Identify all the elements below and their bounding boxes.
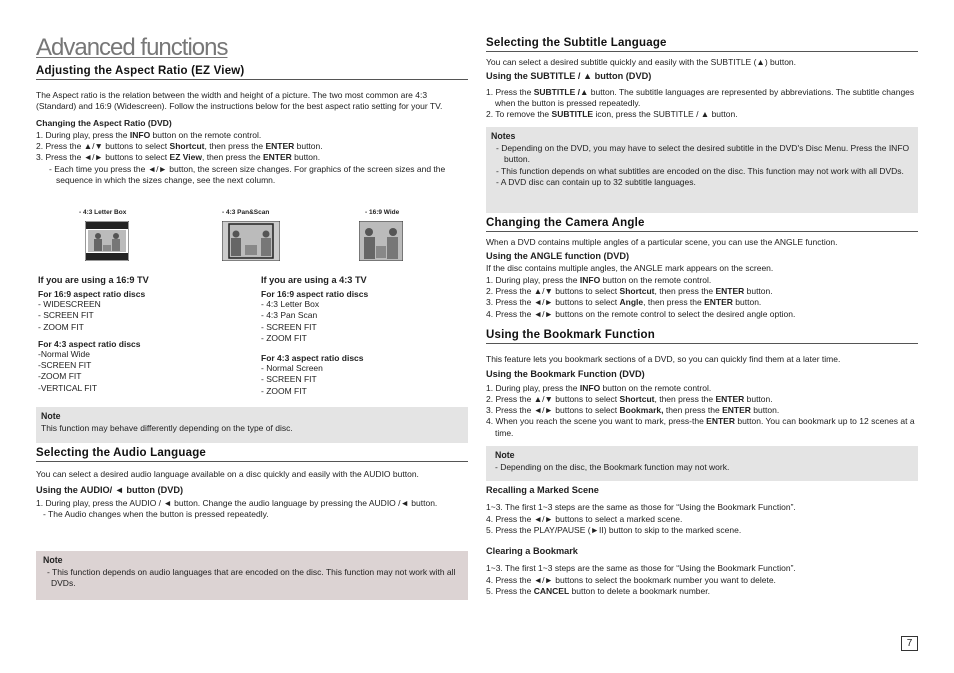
bookmark-note (486, 446, 918, 481)
bookmark-section (486, 329, 918, 439)
subtitle-intro: You can select a desired subtitle quickly and easily with the SUBTITLE (▲) button. (486, 57, 797, 67)
aspect-step-3: 3. Press the ◄/► buttons to select EZ View, then press the ENTER button. (36, 152, 321, 163)
angle-steps (486, 275, 918, 320)
bookmark-note-title: Note (495, 450, 515, 460)
subtitle-steps (486, 87, 918, 121)
tv-169-g1-title: For 16:9 aspect ratio discs (38, 289, 146, 299)
tv-43-g2-item: - ZOOM FIT (261, 385, 307, 396)
aspect-note-text: This function may behave differently depending on the type of disc. (41, 423, 293, 433)
angle-desc: If the disc contains multiple angles, the ANGLE mark appears on the screen. (486, 262, 774, 273)
clear-step-4: 4. Press the ◄/► buttons to select the bookmark number you want to delete. (486, 574, 776, 585)
page-number: 7 (901, 636, 918, 651)
tv-169-g1-item: - SCREEN FIT (38, 310, 94, 321)
clear-subheading: Clearing a Bookmark (486, 546, 578, 556)
tv-43-g2-item: - SCREEN FIT (261, 374, 317, 385)
tv-43-heading: If you are using a 4:3 TV (261, 275, 367, 285)
tv-169-heading: If you are using a 16:9 TV (38, 275, 149, 285)
audio-note-title: Note (43, 555, 63, 565)
audio-steps (36, 498, 468, 509)
angle-section (486, 217, 918, 320)
bookmark-heading: Using the Bookmark Function (486, 329, 918, 344)
bookmark-note-text: - Depending on the disc, the Bookmark function may not work. (495, 462, 730, 472)
angle-step-3: 3. Press the ◄/► buttons to select Angle, then press the ENTER button. (486, 297, 762, 308)
angle-step-2: 2. Press the ▲/▼ buttons to select Shortcut, then press the ENTER button. (486, 286, 773, 297)
tv-43-g1-title: For 16:9 aspect ratio discs (261, 289, 369, 299)
bookmark-step-3: 3. Press the ◄/► buttons to select Bookmark, then press the ENTER button. (486, 405, 780, 416)
audio-heading: Selecting the Audio Language (36, 447, 468, 462)
subtitle-notes-title: Notes (491, 131, 516, 141)
tv-169-g2-title: For 4:3 aspect ratio discs (38, 338, 141, 349)
subtitle-heading: Selecting the Subtitle Language (486, 37, 918, 52)
tv-169-g2-item: -VERTICAL FIT (38, 382, 98, 393)
letterbox-illustration (85, 221, 129, 261)
aspect-step-2: 2. Press the ▲/▼ buttons to select Shortcut, then press the ENTER button. (36, 141, 323, 152)
tv-169-group (38, 275, 248, 394)
aspect-heading: Adjusting the Aspect Ratio (EZ View) (36, 65, 468, 80)
img-label-panscan: - 4:3 Pan&Scan (222, 209, 270, 216)
subtitle-note-item: - This function depends on what subtitles are encoded on the disc. This function may not work with all DVDs. (496, 165, 904, 176)
aspect-bullet: - Each time you press the ◄/► button, the screen size changes. For graphics of the screen sizes and the sequence in which the sizes change, see the next column. (49, 163, 446, 186)
tv-169-g1-item: - WIDESCREEN (38, 299, 101, 309)
aspect-note-title: Note (41, 411, 61, 421)
img-label-wide: - 16:9 Wide (365, 209, 400, 216)
tv-169-g1-item: - ZOOM FIT (38, 321, 84, 332)
recall-section (486, 485, 918, 536)
subtitle-step-1: 1. Press the SUBTITLE /▲ button. The subtitle languages are represented by abbreviations. The subtitle changes when the button is pressed repeatedly. (486, 86, 915, 108)
angle-subheading: Using the ANGLE function (DVD) (486, 251, 630, 262)
aspect-intro: The Aspect ratio is the relation between the width and height of a picture. The two most common are 4:3 (Standard) and 16:9 (Widescreen). Follow the instructions below for the best aspect ratio setting for your TV. (36, 90, 443, 112)
angle-step-4: 4. Press the ◄/► buttons on the remote control to select the desired angle option. (486, 308, 796, 319)
bookmark-step-2: 2. Press the ▲/▼ buttons to select Shortcut, then press the ENTER button. (486, 393, 773, 404)
bookmark-steps (486, 383, 918, 439)
tv-169-g2-item: -Normal Wide (38, 348, 90, 359)
audio-intro: You can select a desired audio language available on a disc quickly and easily with the AUDIO button. (36, 469, 419, 479)
recall-subheading: Recalling a Marked Scene (486, 485, 599, 495)
audio-note-text: - This function depends on audio languages that are encoded on the disc. This function may not work with all DVDs. (47, 567, 456, 589)
clear-section (486, 546, 918, 597)
aspect-steps (36, 130, 468, 164)
panscan-illustration (222, 221, 280, 261)
bookmark-subheading: Using the Bookmark Function (DVD) (486, 369, 645, 380)
audio-step-1: 1. During play, press the AUDIO / ◄ button. Change the audio language by pressing the AUDIO /◄ button. (36, 497, 438, 508)
recall-step-5: 5. Press the PLAY/PAUSE (►II) button to skip to the marked scene. (486, 524, 742, 535)
angle-heading: Changing the Camera Angle (486, 217, 918, 232)
wide-illustration (359, 221, 403, 261)
tv-43-g2-title: For 4:3 aspect ratio discs (261, 353, 364, 364)
clear-step-1-3: 1~3. The first 1~3 steps are the same as those for “Using the Bookmark Function”. (486, 563, 796, 574)
subtitle-section (486, 37, 918, 120)
tv-169-g2-item: -ZOOM FIT (38, 371, 82, 382)
tv-169-g2-item: -SCREEN FIT (38, 360, 92, 371)
bookmark-intro: This feature lets you bookmark sections of a DVD, so you can quickly find them at a later time. (486, 354, 841, 364)
audio-section (36, 447, 468, 520)
tv-43-g1-item: - 4:3 Pan Scan (261, 310, 318, 321)
tv-43-g1-item: - 4:3 Letter Box (261, 299, 320, 309)
recall-step-1-3: 1~3. The first 1~3 steps are the same as those for “Using the Bookmark Function”. (486, 502, 796, 513)
audio-bullet: - The Audio changes when the button is pressed repeatedly. (43, 508, 269, 519)
aspect-note (36, 407, 468, 443)
tv-43-g1-item: - ZOOM FIT (261, 332, 307, 343)
audio-subheading: Using the AUDIO/ ◄ button (DVD) (36, 485, 184, 496)
img-label-letterbox: - 4:3 Letter Box (79, 209, 127, 216)
tv-43-group (261, 275, 471, 397)
aspect-subheading: Changing the Aspect Ratio (DVD) (36, 117, 172, 128)
bookmark-step-1: 1. During play, press the INFO button on the remote control. (486, 382, 712, 393)
subtitle-note-item: - A DVD disc can contain up to 32 subtitle languages. (496, 176, 696, 187)
tv-43-g2-item: - Normal Screen (261, 363, 323, 374)
subtitle-subheading: Using the SUBTITLE / ▲ button (DVD) (486, 71, 652, 82)
bookmark-step-4: 4. When you reach the scene you want to mark, press-the ENTER button. You can bookmark up to 12 scenes at a time. (486, 416, 915, 438)
aspect-step-1: 1. During play, press the INFO button on the remote control. (36, 129, 262, 140)
tv-43-g1-item: - SCREEN FIT (261, 321, 317, 332)
page-title: Advanced functions (36, 34, 228, 61)
subtitle-note-item: - Depending on the DVD, you may have to select the desired subtitle in the DVD's Disc Menu. Press the INFO button. (496, 143, 910, 165)
subtitle-notes (486, 127, 918, 213)
clear-step-5: 5. Press the CANCEL button to delete a bookmark number. (486, 585, 710, 596)
angle-step-1: 1. During play, press the INFO button on the remote control. (486, 274, 712, 285)
audio-note (36, 551, 468, 600)
angle-intro: When a DVD contains multiple angles of a particular scene, you can use the ANGLE function. (486, 237, 838, 247)
aspect-illustrations (36, 209, 468, 265)
subtitle-step-2: 2. To remove the SUBTITLE icon, press the SUBTITLE / ▲ button. (486, 109, 738, 120)
aspect-section (36, 65, 468, 186)
recall-step-4: 4. Press the ◄/► buttons to select a marked scene. (486, 513, 683, 524)
